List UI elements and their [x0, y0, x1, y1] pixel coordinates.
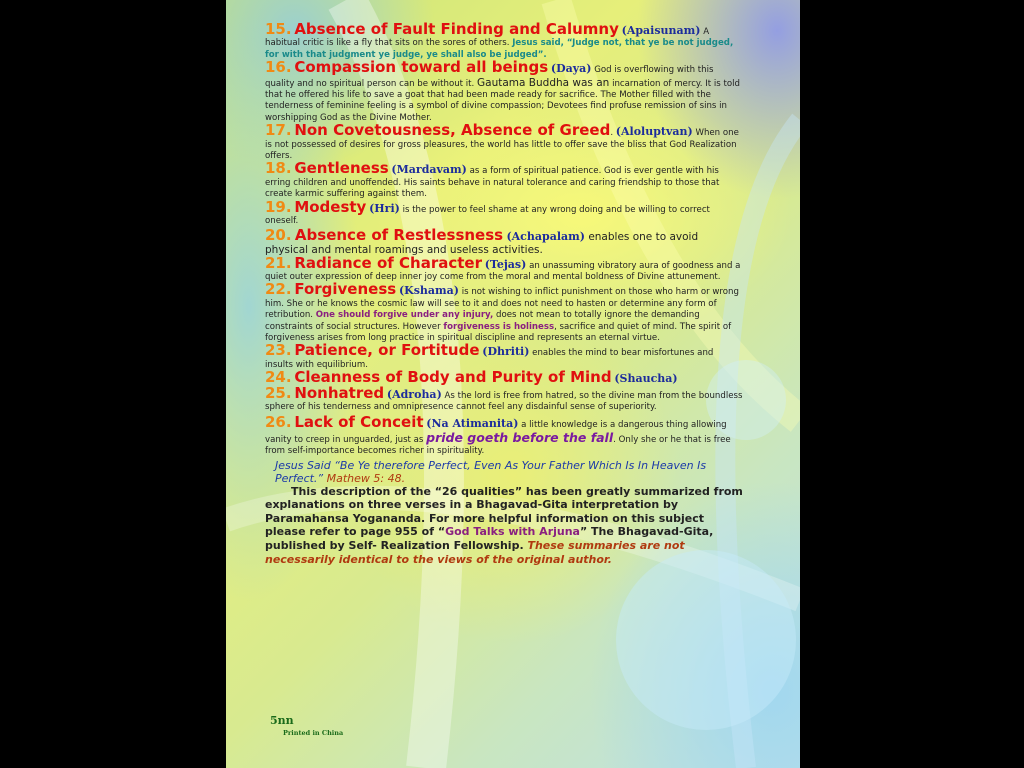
quality-text-continued: . Only she or he that is free from self-importance becomes richer in spirituality.	[265, 434, 731, 457]
quality-highlight: pride goeth before the fall	[426, 429, 614, 445]
quality-title: Cleanness of Body and Purity of Mind	[294, 368, 612, 387]
quality-15	[265, 20, 743, 61]
quality-title: Absence of Restlessness	[294, 225, 504, 244]
quality-highlight: One should forgive under any injury,	[315, 310, 494, 321]
quality-number: 25.	[265, 383, 292, 402]
quote-reference: Mathew 5: 48.	[326, 471, 406, 485]
quality-sanskrit: (Daya)	[550, 62, 592, 76]
quality-text-continued: , sacrifice and quiet of mind. The spirit of forgiveness arises from long practice in spiritual discipline and represents an eternal virtue.	[265, 321, 732, 343]
quote-text: Jesus Said “Be Ye therefore Perfect, Even As Your Father Which Is In Heaven Is Perfect.”	[275, 458, 707, 485]
quality-number: 15.	[265, 20, 292, 38]
quality-17: 17. Non Covetousness, Absence of Greed. (Aloluptvan) When one is not possessed of desires for gross pleasures, the world has little to offer save the bliss that God Realization offers.	[265, 121, 739, 162]
quality-text-emphasis: Gautama Buddha was an	[477, 76, 610, 89]
quality-number: 26.	[265, 413, 292, 432]
closing-text-middle: ” The Bhagavad-Gita, published by Self- Realization Fellowship.	[265, 525, 714, 552]
quality-text: enables one to avoid physical and mental roamings and useless activities.	[265, 230, 699, 256]
quality-text: As the lord is free from hatred, so the divine man from the boundless sphere of his tenderness and omnipresence cannot feel any disdainful sense of superiority.	[265, 390, 743, 412]
quality-title: Modesty	[294, 197, 367, 216]
quality-22	[265, 280, 743, 344]
quality-title: Nonhatred	[294, 383, 385, 402]
printed-in-label: Printed in China	[283, 729, 344, 737]
quality-title: Compassion toward all beings	[294, 58, 549, 77]
quality-18	[265, 159, 743, 200]
quality-19	[265, 197, 743, 228]
quality-number: 22.	[265, 280, 292, 299]
quality-text: God is overflowing with this quality and no spiritual person can be without it.	[265, 65, 714, 89]
quality-sanskrit: (Achapalam)	[506, 229, 585, 243]
page-code: 5nn	[270, 714, 294, 727]
disclaimer-note: These summaries are not necessarily identical to the views of the original author.	[265, 538, 685, 566]
quality-sanskrit: (Tejas)	[484, 257, 527, 271]
quality-highlight-secondary: forgiveness is holiness	[443, 321, 555, 332]
quality-26	[265, 413, 743, 457]
quality-number: 20.	[265, 225, 292, 244]
scripture-quote	[265, 459, 743, 485]
quality-sanskrit: (Adroha)	[386, 387, 442, 401]
quality-title: Forgiveness	[294, 280, 397, 299]
book-title: God Talks with Arjuna	[445, 525, 580, 539]
quality-sanskrit: (Shaucha)	[614, 372, 678, 386]
quality-number: 18.	[265, 159, 292, 178]
quality-number: 16.	[265, 58, 292, 77]
quality-sanskrit: (Kshama)	[398, 284, 459, 298]
quality-title: Patience, or Fortitude	[294, 341, 480, 360]
quality-text: as a form of spiritual patience. God is ever gentle with his erring children and unoffended. His saints behave in natural tolerance and caring friendship to those that create karmic suffering against them.	[265, 166, 720, 200]
quality-number: 24.	[265, 368, 292, 387]
quality-number: 21.	[265, 253, 292, 272]
quality-number: 19.	[265, 197, 292, 216]
closing-paragraph	[265, 485, 743, 567]
quality-sanskrit: (Dhriti)	[482, 345, 530, 359]
quality-text: A habitual critic is like a fly that sits on the sores of others.	[265, 27, 710, 49]
quality-25	[265, 383, 743, 414]
quality-20	[265, 225, 743, 257]
quality-number: 17.	[265, 121, 292, 140]
qualities-list	[265, 20, 743, 566]
quality-title: Radiance of Character	[294, 253, 482, 272]
quality-text: is the power to feel shame at any wrong doing and be willing to correct oneself.	[265, 204, 710, 227]
quality-sanskrit: (Mardavam)	[391, 163, 467, 177]
quality-text-middle: does not mean to totally ignore the demanding constraints of social structures. However	[265, 310, 700, 332]
quality-title: Gentleness	[294, 159, 389, 178]
quality-highlight: Jesus said, “Judge not, that ye be not judged, for with that judgment ye judge, ye shall also be judged”.	[265, 38, 734, 60]
quality-16	[265, 58, 743, 124]
quality-text: is not wishing to inflict punishment on those who harm or wrong him. She or he knows the cosmic law will see to it and does not need to hasten or determine any form of retribution.	[265, 287, 739, 321]
closing-text: This description of the “26 qualities” has been greatly summarized from explanations on three verses in a Bhagavad-Gita interpretation by Paramahansa Yogananda. For more helpful information on this subject please refer to page 955 of “	[265, 484, 743, 539]
quality-sanskrit: (Aloluptvan)	[615, 125, 693, 139]
quality-text: enables the mind to bear misfortunes and insults with equilibrium.	[265, 348, 714, 370]
quality-sanskrit: (Hri)	[369, 201, 400, 215]
quality-title: Lack of Conceit	[294, 413, 424, 432]
quality-number: 23.	[265, 341, 292, 360]
quality-title: Absence of Fault Finding and Calumny	[294, 20, 619, 38]
quality-sanskrit: (Apaisunam)	[621, 24, 701, 37]
quality-text: a little knowledge is a dangerous thing allowing vanity to creep in unguarded, just as	[265, 420, 727, 445]
quality-text: When one is not possessed of desires for gross pleasures, the world has little to offer save the bliss that God Realization offers.	[265, 128, 739, 162]
quality-text: an unassuming vibratory aura of goodness and a quiet outer expression of deep inner joy come from the moral and mental boldness of Divine attunement.	[265, 260, 741, 282]
quality-text-continued: incarnation of mercy. It is told that he offered his life to save a goat that had been made ready for sacrifice. The Mother filled with the tenderness of feminine feeling is a symbol of divine compassion; Devotees find profuse remission of sins in worshipping God as the Divine Mother.	[265, 78, 740, 123]
quality-sanskrit: (Na Atimanita)	[426, 417, 519, 431]
quality-title: Non Covetousness, Absence of Greed	[294, 121, 611, 140]
document-page	[226, 0, 800, 768]
